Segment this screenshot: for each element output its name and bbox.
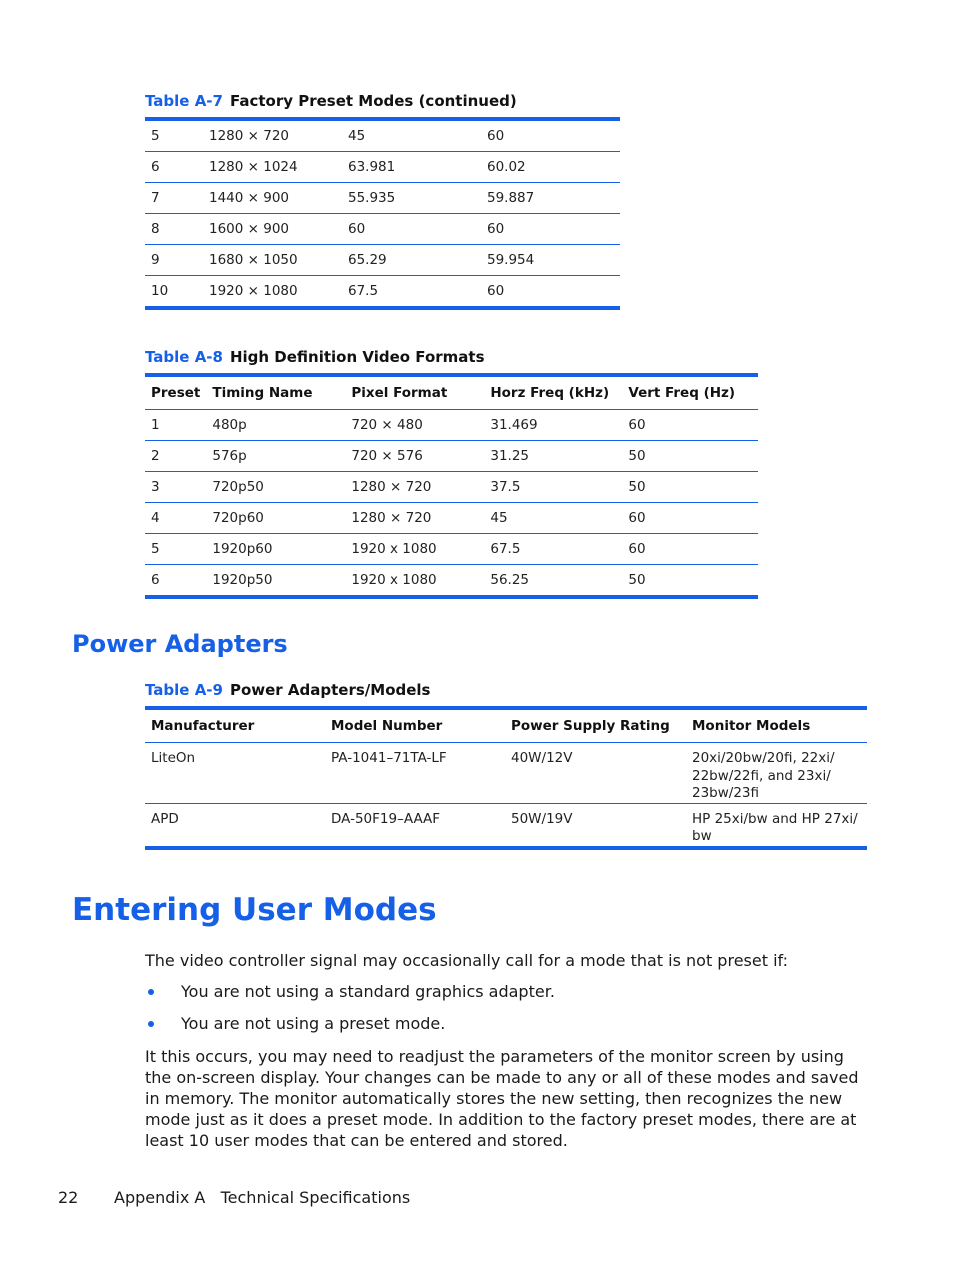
column-header: Preset [145, 375, 206, 410]
table-a9-label: Table A-9 [145, 681, 223, 699]
table-cell: 3 [145, 472, 206, 503]
table-cell: 50W/19V [511, 810, 573, 827]
table-cell: 1280 × 720 [203, 119, 342, 152]
bullet-text: You are not using a preset mode. [181, 1014, 446, 1033]
table-cell: 60 [481, 119, 620, 152]
table-cell: 1680 × 1050 [203, 245, 342, 276]
table-row [145, 410, 758, 441]
bullet-icon [148, 1021, 154, 1027]
table-row [145, 441, 758, 472]
table-a8-caption [145, 348, 485, 366]
table-cell: HP 25xi/bw and HP 27xi/ bw [692, 810, 858, 844]
table-cell: 1920 x 1080 [351, 572, 437, 588]
table-cell: 59.887 [481, 183, 620, 214]
table-cell: PA-1041–71TA-LF [325, 743, 505, 804]
table-cell: 1280 × 1024 [203, 152, 342, 183]
entering-user-modes-heading: Entering User Modes [72, 892, 437, 928]
table-a9 [145, 706, 867, 850]
table-cell: 60.02 [481, 152, 620, 183]
table-a7-label: Table A-7 [145, 92, 223, 110]
table-a9-caption [145, 681, 430, 699]
table-cell: 45 [484, 503, 622, 534]
column-header: Horz Freq (kHz) [484, 375, 622, 410]
column-header: Manufacturer [145, 708, 325, 743]
power-adapters-heading: Power Adapters [72, 630, 288, 658]
table-cell: 7 [145, 183, 203, 214]
page-number: 22 [58, 1188, 79, 1207]
table-cell: 67.5 [348, 283, 379, 299]
table-cell: 59.954 [481, 245, 620, 276]
table-cell: 31.25 [484, 441, 622, 472]
table-cell: 65.29 [342, 245, 481, 276]
table-cell: 5 [145, 534, 206, 565]
bullet-icon [148, 989, 154, 995]
table-cell: 5 [145, 119, 203, 152]
table-a7 [145, 117, 620, 310]
table-cell: 50 [622, 441, 758, 472]
bullet-text: You are not using a standard graphics adapter. [181, 982, 555, 1001]
table-cell: 4 [145, 503, 206, 534]
table-cell: 40W/12V [505, 743, 686, 804]
table-cell: 31.469 [484, 410, 622, 441]
table-cell: 45 [342, 119, 481, 152]
table-cell: 55.935 [342, 183, 481, 214]
table-cell: 1280 × 720 [345, 503, 484, 534]
table-cell: LiteOn [145, 743, 325, 804]
table-cell: 1600 × 900 [203, 214, 342, 245]
table-cell: 1920p60 [206, 534, 345, 565]
table-row [145, 152, 620, 183]
table-cell: 60 [342, 214, 481, 245]
column-header: Model Number [325, 708, 505, 743]
table-cell: 6 [151, 572, 160, 588]
table-cell: 1920 x 1080 [345, 534, 484, 565]
table-row [145, 534, 758, 565]
table-a8-title: High Definition Video Formats [229, 348, 485, 366]
column-header: Pixel Format [345, 375, 484, 410]
table-header-row [145, 375, 758, 410]
column-header: Power Supply Rating [505, 708, 686, 743]
table-cell: 6 [145, 152, 203, 183]
table-row [145, 183, 620, 214]
table-cell: 37.5 [484, 472, 622, 503]
footer-section-title: Appendix A Technical Specifications [114, 1188, 411, 1207]
table-cell: 56.25 [490, 572, 530, 588]
table-cell: 10 [151, 283, 169, 299]
table-cell: 50 [628, 572, 646, 588]
table-a8 [145, 373, 758, 599]
table-a9-title: Power Adapters/Models [229, 681, 431, 699]
user-modes-intro: The video controller signal may occasionally call for a mode that is not preset if: [145, 951, 788, 970]
table-cell: 1 [145, 410, 206, 441]
user-modes-body: It this occurs, you may need to readjust the parameters of the monitor screen by using the on-screen display. Your changes can be made to any or all of these modes and saved in memory. The monitor automatically stores the new setting, then recognizes the new mode just as it does a preset mode. In addition to the factory preset modes, there are at least 10 user modes that can be entered and stored. [145, 1047, 859, 1150]
table-cell: 1920p50 [212, 572, 273, 588]
table-cell: 720 × 480 [345, 410, 484, 441]
table-row [145, 472, 758, 503]
table-row [145, 276, 620, 309]
table-cell: 9 [145, 245, 203, 276]
column-header: Monitor Models [686, 708, 867, 743]
table-cell: 576p [206, 441, 345, 472]
column-header: Timing Name [206, 375, 345, 410]
table-header-row [145, 708, 867, 743]
table-a7-caption [145, 92, 517, 110]
table-row [145, 503, 758, 534]
table-row [145, 214, 620, 245]
table-a7-title: Factory Preset Modes (continued) [229, 92, 517, 110]
table-row [145, 245, 620, 276]
table-cell: 1280 × 720 [345, 472, 484, 503]
table-cell: 63.981 [342, 152, 481, 183]
table-cell: 480p [206, 410, 345, 441]
table-cell: 8 [145, 214, 203, 245]
table-cell: 60 [622, 503, 758, 534]
table-row [145, 743, 867, 804]
table-cell: 2 [145, 441, 206, 472]
table-cell: 60 [622, 410, 758, 441]
table-cell: 60 [622, 534, 758, 565]
table-cell: 50 [622, 472, 758, 503]
table-cell: DA-50F19–AAAF [331, 810, 441, 827]
table-cell: 720 × 576 [345, 441, 484, 472]
table-cell: 60 [487, 283, 505, 299]
table-a8-label: Table A-8 [145, 348, 223, 366]
table-row [145, 565, 758, 598]
table-cell: 60 [481, 214, 620, 245]
table-row [145, 119, 620, 152]
table-cell: 720p50 [206, 472, 345, 503]
table-cell: 20xi/20bw/20fi, 22xi/ 22bw/22fi, and 23xi/ 23bw/23fi [686, 743, 867, 804]
column-header: Vert Freq (Hz) [622, 375, 758, 410]
table-row [145, 803, 867, 848]
table-cell: 720p60 [206, 503, 345, 534]
table-cell: APD [151, 810, 179, 827]
table-cell: 1920 × 1080 [209, 283, 298, 299]
table-cell: 1440 × 900 [203, 183, 342, 214]
table-cell: 67.5 [484, 534, 622, 565]
